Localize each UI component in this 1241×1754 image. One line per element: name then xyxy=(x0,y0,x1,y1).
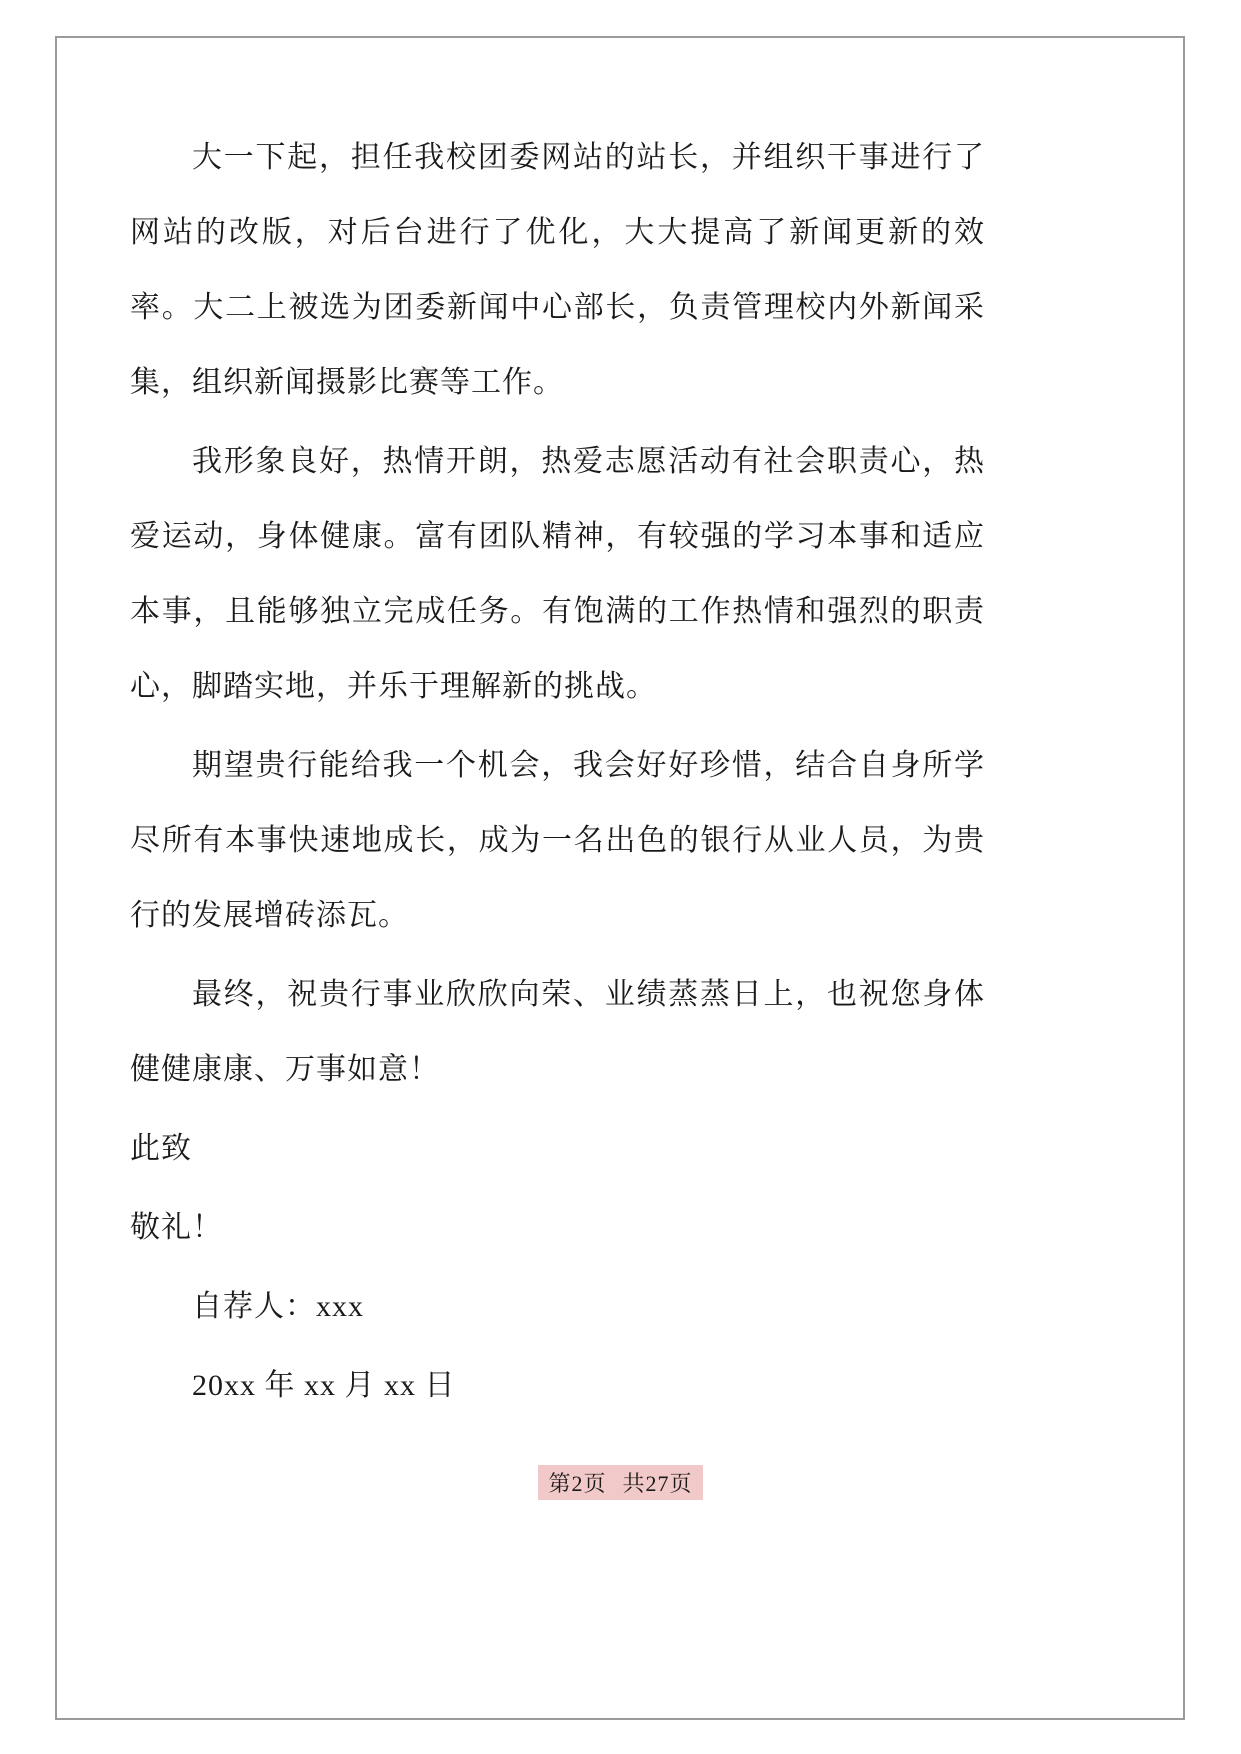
current-page-label: 第2页 xyxy=(548,1471,607,1496)
total-pages-label: 共27页 xyxy=(622,1471,693,1496)
paragraph-1: 大一下起，担任我校团委网站的站长，并组织干事进行了网站的改版，对后台进行了优化，大大提高了新闻更新的效率。大二上被选为团委新闻中心部长，负责管理校内外新闻采集，组织新闻摄影比赛等工作。 xyxy=(130,141,985,399)
closing-line-1: 此致 xyxy=(130,1132,192,1165)
signature-line: 自荐人：xxx xyxy=(192,1290,364,1323)
document-body xyxy=(130,120,985,1427)
paragraph-4: 最终，祝贵行事业欣欣向荣、业绩蒸蒸日上，也祝您身体健健康康、万事如意！ xyxy=(130,978,985,1086)
paragraph-3: 期望贵行能给我一个机会，我会好好珍惜，结合自身所学尽所有本事快速地成长，成为一名出色的银行从业人员，为贵行的发展增砖添瓦。 xyxy=(130,749,985,932)
paragraph-2: 我形象良好，热情开朗，热爱志愿活动有社会职责心，热爱运动，身体健康。富有团队精神，有较强的学习本事和适应本事，且能够独立完成任务。有饱满的工作热情和强烈的职责心，脚踏实地，并乐于理解新的挑战。 xyxy=(130,445,985,703)
date-line: 20xx 年 xx 月 xx 日 xyxy=(192,1369,456,1402)
page-number-badge xyxy=(538,1465,702,1500)
page-footer xyxy=(0,1465,1241,1500)
closing-line-2: 敬礼！ xyxy=(130,1211,223,1244)
